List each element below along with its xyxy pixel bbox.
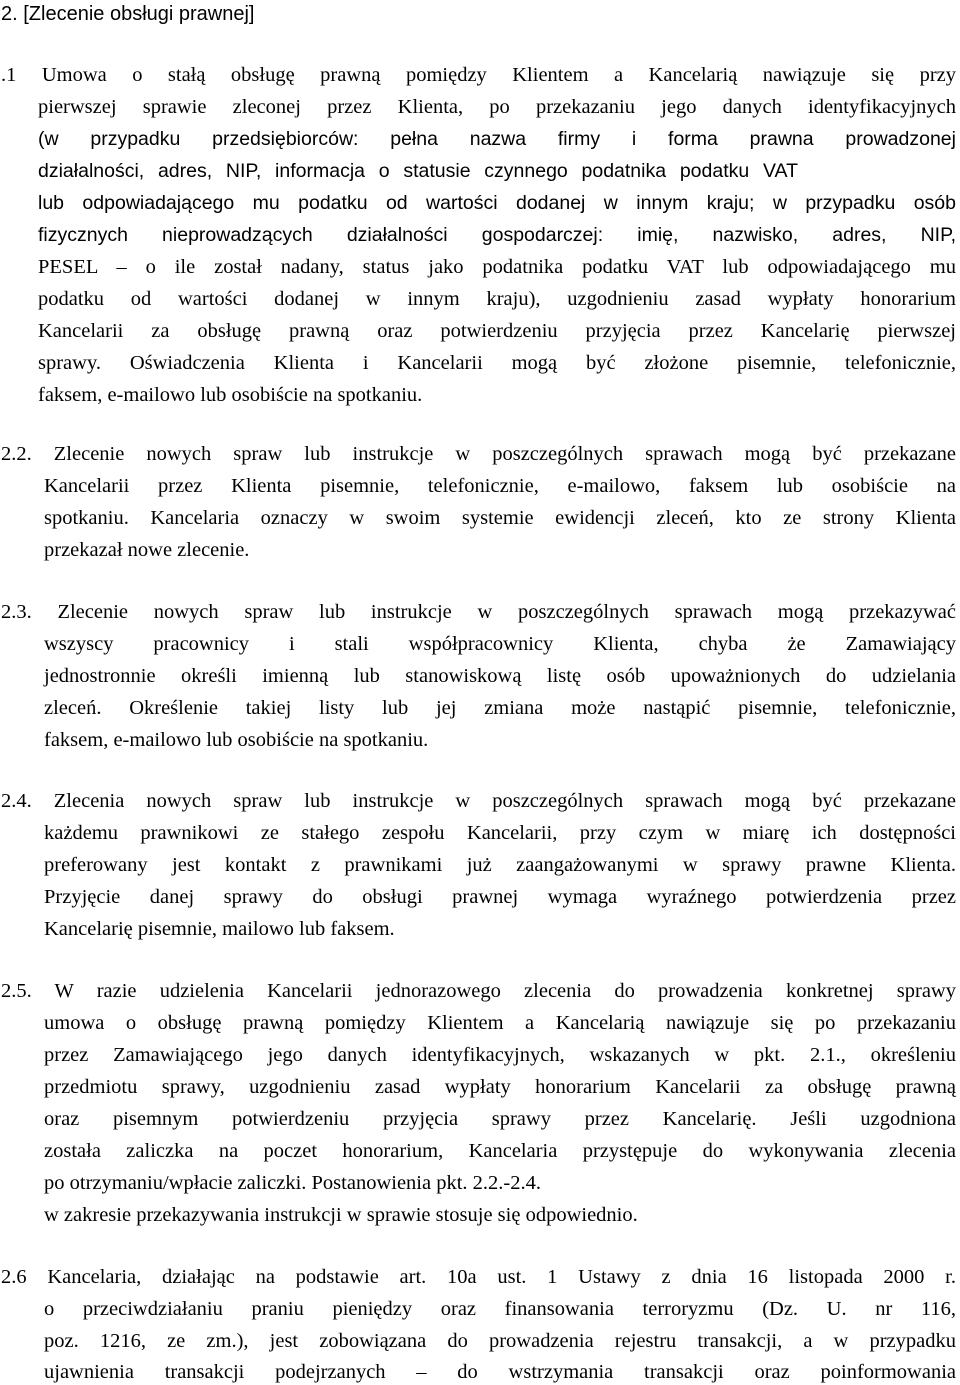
paragraph-line: przez Zamawiającego jego danych identyfikacyjnych, wskazanych w pkt. 2.1., określeniu (44, 1044, 956, 1066)
paragraph-line: Kancelarii za obsługę prawną oraz potwierdzeniu przyjęcia przez Kancelarię pierwszej (38, 320, 956, 342)
paragraph-line: podatku od wartości dodanej w innym kraju), uzgodnieniu zasad wypłaty honorarium (38, 288, 956, 310)
paragraph-line: lub odpowiadającego mu podatku od wartości dodanej w innym kraju; w przypadku osób (38, 192, 956, 214)
paragraph-line: (w przypadku przedsiębiorców: pełna nazwa firmy i forma prawna prowadzonej (38, 128, 956, 150)
section-heading: 2. [Zlecenie obsługi prawnej] (1, 3, 255, 25)
paragraph-line: działalności, adres, NIP, informacja o statusie czynnego podatnika podatku VAT (38, 160, 798, 182)
paragraph-line: fizycznych nieprowadzących działalności gospodarczej: imię, nazwisko, adres, NIP, (38, 224, 956, 246)
paragraph-line: faksem, e-mailowo lub osobiście na spotkaniu. (44, 729, 429, 751)
paragraph-line: oraz pisemnym potwierdzeniu przyjęcia sprawy przez Kancelarię. Jeśli uzgodniona (44, 1108, 956, 1130)
paragraph-line: 2.5. W razie udzielenia Kancelarii jednorazowego zlecenia do prowadzenia konkretnej sprawy (1, 980, 956, 1002)
paragraph-line: przekazał nowe zlecenie. (44, 539, 250, 561)
paragraph-line: o przeciwdziałaniu praniu pieniędzy oraz finansowania terroryzmu (Dz. U. nr 116, (44, 1298, 956, 1320)
paragraph-line: została zaliczka na poczet honorarium, Kancelaria przystępuje do wykonywania zlecenia (44, 1140, 956, 1162)
paragraph-line: faksem, e-mailowo lub osobiście na spotkaniu. (38, 384, 423, 406)
paragraph-line: 2.4. Zlecenia nowych spraw lub instrukcje w poszczególnych sprawach mogą być przekazane (1, 790, 956, 812)
paragraph-line: .1 Umowa o stałą obsługę prawną pomiędzy Klientem a Kancelarią nawiązuje się przy (1, 64, 956, 86)
paragraph-line: PESEL – o ile został nadany, status jako podatnika podatku VAT lub odpowiadającego mu (38, 256, 956, 278)
paragraph-line: wszyscy pracownicy i stali współpracownicy Klienta, chyba że Zamawiający (44, 633, 956, 655)
paragraph-line: 2.6 Kancelaria, działając na podstawie art. 10a ust. 1 Ustawy z dnia 16 listopada 2000 r. (1, 1266, 956, 1288)
paragraph-line: po otrzymaniu/wpłacie zaliczki. Postanowienia pkt. 2.2.-2.4. (44, 1172, 541, 1194)
paragraph-line: umowa o obsługę prawną pomiędzy Klientem a Kancelarią nawiązuje się po przekazaniu (44, 1012, 956, 1034)
paragraph-line: poz. 1216, ze zm.), jest zobowiązana do prowadzenia rejestru transakcji, a w przypadku (44, 1330, 956, 1352)
paragraph-line: pierwszej sprawie zleconej przez Klienta, po przekazaniu jego danych identyfikacyjnych (38, 96, 956, 118)
paragraph-line: sprawy. Oświadczenia Klienta i Kancelarii mogą być złożone pisemnie, telefonicznie, (38, 352, 956, 374)
paragraph-line: preferowany jest kontakt z prawnikami już zaangażowanymi w sprawy prawne Klienta. (44, 854, 956, 876)
paragraph-line: 2.3. Zlecenie nowych spraw lub instrukcje w poszczególnych sprawach mogą przekazywać (1, 601, 956, 623)
paragraph-line: każdemu prawnikowi ze stałego zespołu Kancelarii, przy czym w miarę ich dostępności (44, 822, 956, 844)
paragraph-line: Kancelarię pisemnie, mailowo lub faksem. (44, 918, 395, 940)
paragraph-line: zleceń. Określenie takiej listy lub jej zmiana może nastąpić pisemnie, telefonicznie, (44, 697, 956, 719)
paragraph-line: Kancelarii przez Klienta pisemnie, telefonicznie, e-mailowo, faksem lub osobiście na (44, 475, 956, 497)
paragraph-line: spotkaniu. Kancelaria oznaczy w swoim systemie ewidencji zleceń, kto ze strony Klienta (44, 507, 956, 529)
paragraph-line: jednostronnie określi imienną lub stanowiskową listę osób upoważnionych do udzielania (44, 665, 956, 687)
paragraph-line: w zakresie przekazywania instrukcji w sprawie stosuje się odpowiednio. (44, 1204, 638, 1226)
paragraph-line: ujawnienia transakcji podejrzanych – do wstrzymania transakcji oraz poinformowania (44, 1361, 956, 1383)
paragraph-line: 2.2. Zlecenie nowych spraw lub instrukcje w poszczególnych sprawach mogą być przekazane (1, 443, 956, 465)
paragraph-line: przedmiotu sprawy, uzgodnieniu zasad wypłaty honorarium Kancelarii za obsługę prawną (44, 1076, 956, 1098)
paragraph-line: Przyjęcie danej sprawy do obsługi prawnej wymaga wyraźnego potwierdzenia przez (44, 886, 956, 908)
